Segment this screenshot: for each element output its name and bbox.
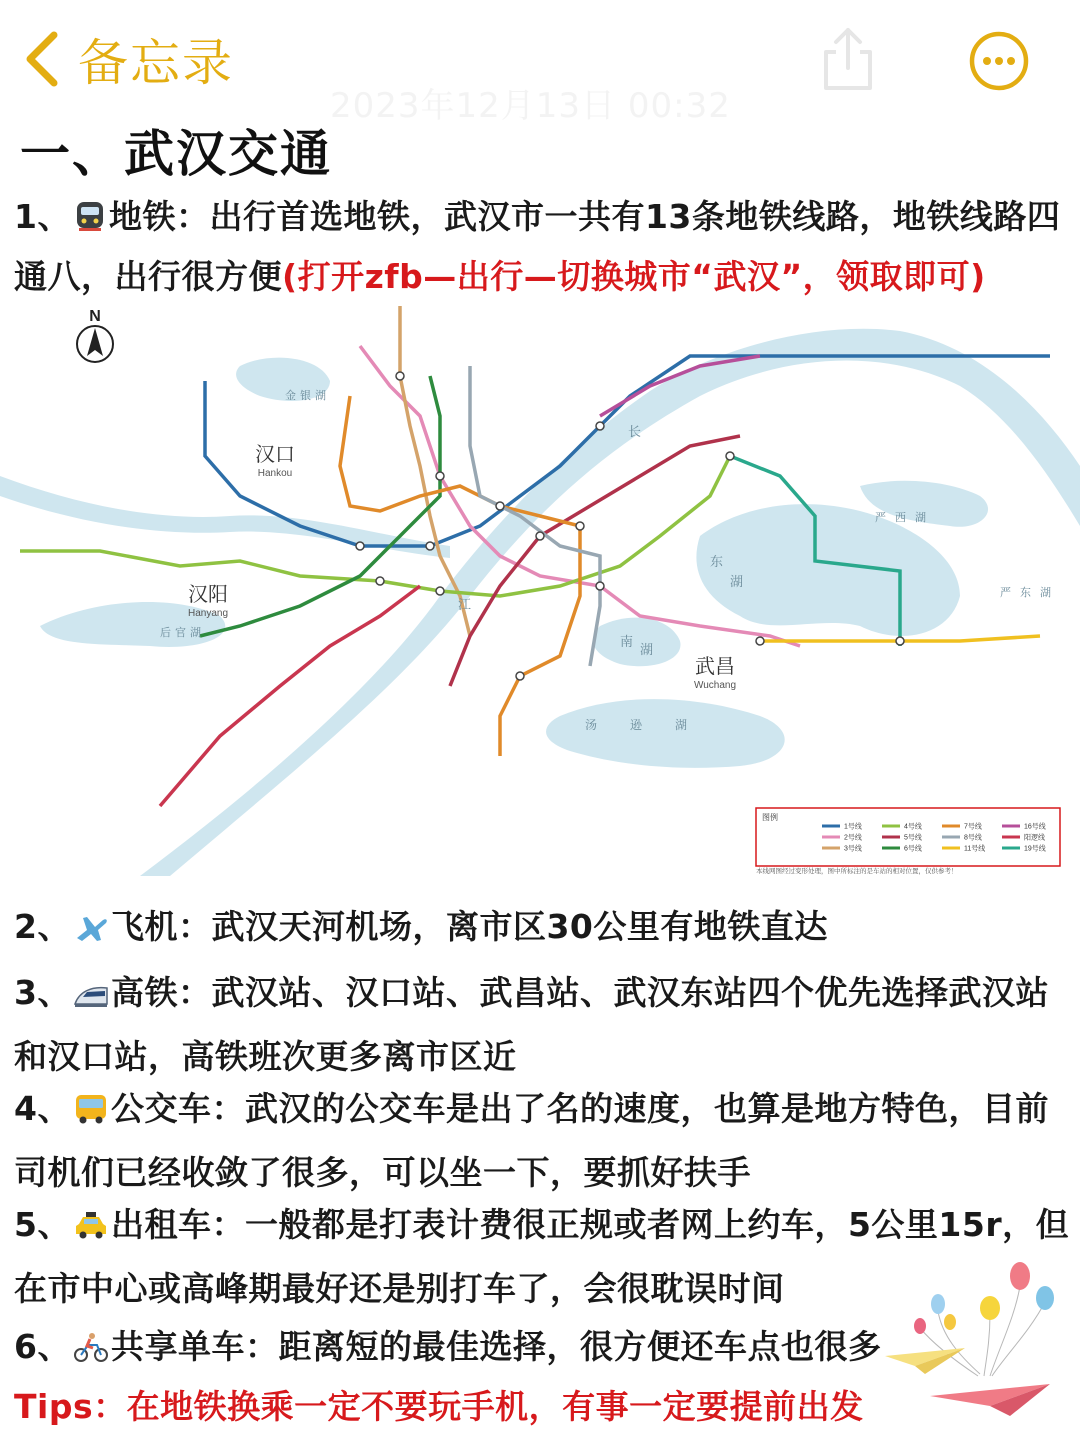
bicycle-icon — [73, 1326, 109, 1380]
legend-line-label: 19号线 — [1024, 845, 1046, 853]
balloons-decoration-icon — [880, 1256, 1080, 1440]
legend-line-label: 11号线 — [964, 845, 986, 853]
back-button[interactable] — [22, 26, 234, 92]
note-title: 一、武汉交通 — [20, 125, 332, 183]
river-label: 江 — [458, 597, 472, 612]
tips-text: Tips：在地铁换乘一定不要玩手机，有事一定要提前出发 — [14, 1387, 864, 1426]
item-text: 地铁：出行首选地铁，武汉市一共有13条地铁线路，地铁线路四通八，出行很方便 — [14, 197, 1061, 296]
lake-label: 东 — [1020, 587, 1031, 599]
district-label: Wuchang — [693, 680, 737, 691]
legend-note: 本线网图经过变形处理，图中所标注的是车站的相对位置，仅供参考！ — [756, 868, 958, 875]
legend-line-label: 3号线 — [844, 845, 862, 853]
district-label: Hanyang — [187, 608, 229, 619]
item-prefix: 2、 — [14, 907, 71, 946]
legend-title: 图例 — [762, 813, 778, 822]
lake-label: 南 — [620, 634, 634, 649]
note-item-bus — [14, 1080, 1070, 1202]
south-lake — [593, 618, 681, 667]
lake-label: 严 — [1000, 587, 1011, 599]
note-timestamp: 2023年12月13日 00:32 — [330, 86, 731, 126]
more-icon — [968, 30, 1030, 92]
chevron-left-icon — [22, 29, 62, 89]
item-prefix: 3、 — [14, 973, 71, 1012]
item-text: 共享单车：距离短的最佳选择，很方便还车点也很多 — [110, 1327, 882, 1366]
note-item-airplane — [14, 900, 1070, 960]
item-text: 出租车：一般都是打表计费很正规或者网上约车，5公里15r，但在市中心或高峰期最好还是别打车了，会很耽误时间 — [14, 1205, 1070, 1308]
metro-icon — [73, 196, 107, 250]
lake-label: 金 — [285, 390, 296, 402]
top-bar — [0, 0, 1080, 126]
metro-map — [0, 296, 1080, 876]
legend-line-label: 6号线 — [904, 845, 922, 853]
district-label: 汉阳 — [188, 584, 228, 606]
lake-label: 严 — [875, 512, 886, 524]
airplane-icon — [73, 906, 109, 960]
item-text: 公交车：武汉的公交车是出了名的速度，也算是地方特色，目前司机们已经收敛了很多，可以坐一下，要抓好扶手 — [14, 1089, 1049, 1192]
lake-label: 逊 — [630, 718, 643, 732]
back-label: 备忘录 — [78, 34, 234, 92]
river-label: 长 — [628, 424, 642, 439]
compass-icon — [77, 308, 113, 362]
note-item-metro — [14, 190, 1070, 304]
more-button[interactable] — [968, 30, 1030, 92]
district-label: 汉口 — [255, 444, 295, 466]
item-text: 飞机：武汉天河机场，离市区30公里有地铁直达 — [110, 907, 828, 946]
item-text: 高铁：武汉站、汉口站、武昌站、武汉东站四个优先选择武汉站和汉口站，高铁班次更多离市区近 — [14, 973, 1049, 1076]
lake-label: 后 — [160, 627, 171, 639]
district-label: Hankou — [257, 468, 293, 479]
share-icon — [818, 24, 878, 94]
taxi-icon — [73, 1202, 109, 1260]
note-item-train — [14, 964, 1070, 1086]
lake-label: 湖 — [640, 642, 654, 657]
lake-label: 湖 — [1040, 587, 1051, 599]
bullet-train-icon — [73, 970, 109, 1028]
item-highlight: (打开zfb—出行—切换城市“武汉”，领取即可) — [282, 257, 986, 296]
map-legend — [756, 808, 1060, 875]
item-prefix: 5、 — [14, 1205, 71, 1244]
share-button[interactable] — [818, 24, 878, 94]
lake-label: 官 — [175, 627, 186, 639]
lake-label: 湖 — [315, 390, 326, 402]
item-prefix: 6、 — [14, 1327, 71, 1366]
lake-label: 湖 — [730, 574, 744, 589]
lake-label: 湖 — [675, 718, 688, 732]
item-prefix: 4、 — [14, 1089, 71, 1128]
tangxun-lake — [546, 699, 785, 768]
legend-line-label: 2号线 — [844, 834, 862, 842]
legend-line-label: 8号线 — [964, 834, 982, 842]
legend-line-label: 16号线 — [1024, 823, 1046, 831]
lake-label: 湖 — [915, 512, 926, 524]
lake-label: 湖 — [190, 627, 201, 639]
item-prefix: 1、 — [14, 197, 71, 236]
lake-label: 银 — [300, 390, 311, 402]
lake-label: 东 — [710, 554, 724, 569]
legend-line-label: 4号线 — [904, 823, 922, 831]
legend-line-label: 7号线 — [964, 823, 982, 831]
lake-label: 西 — [895, 512, 906, 524]
legend-line-label: 阳逻线 — [1024, 834, 1045, 842]
bus-icon — [73, 1086, 109, 1144]
district-label: 武昌 — [695, 656, 735, 678]
legend-line-label: 5号线 — [904, 834, 922, 842]
compass-label: N — [89, 308, 101, 325]
lake-label: 汤 — [585, 718, 598, 732]
legend-line-label: 1号线 — [844, 823, 862, 831]
